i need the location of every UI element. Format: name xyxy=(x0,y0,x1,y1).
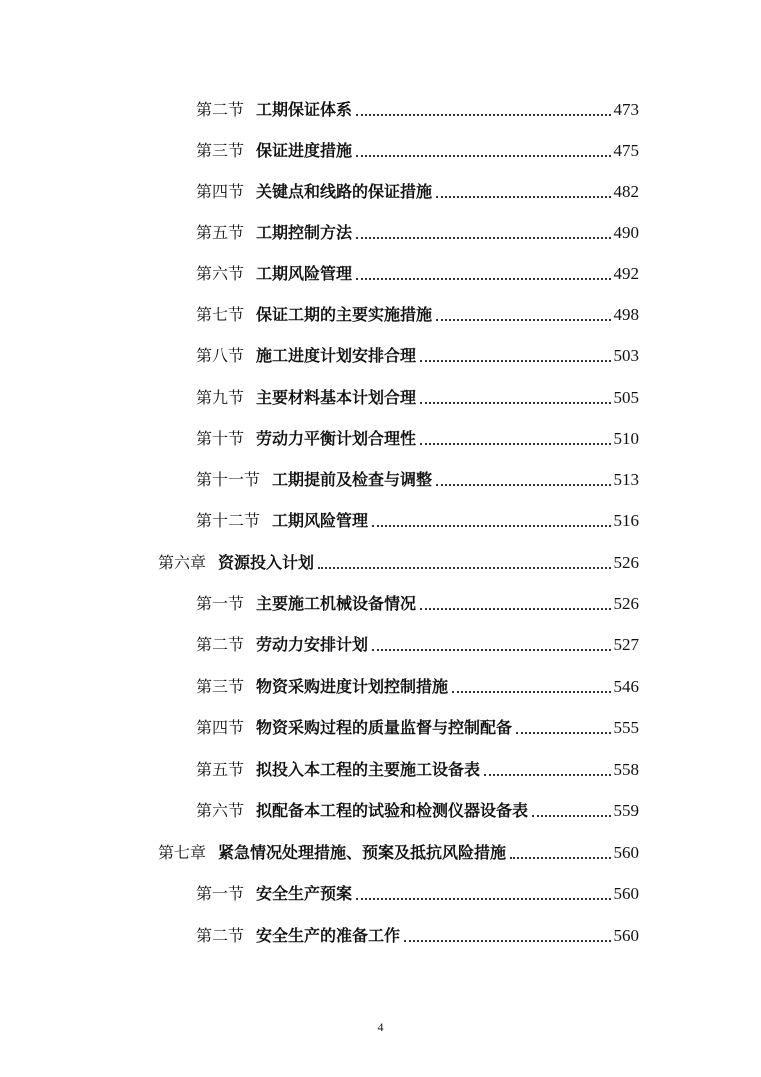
toc-entry-page: 516 xyxy=(613,511,639,530)
toc-entry-label: 第八节 xyxy=(196,346,245,365)
toc-dot-leader xyxy=(420,360,610,362)
toc-dot-leader xyxy=(510,857,610,859)
toc-dot-leader xyxy=(484,774,610,776)
toc-entry-label: 第十一节 xyxy=(196,470,261,489)
toc-dot-leader xyxy=(356,278,610,280)
toc-entry[interactable] xyxy=(196,509,639,533)
toc-entry[interactable] xyxy=(196,139,639,163)
toc-entry[interactable] xyxy=(196,180,639,204)
toc-entry-title: 工期风险管理 xyxy=(256,264,353,283)
toc-entry[interactable] xyxy=(196,675,639,699)
toc-entry-label: 第六章 xyxy=(158,553,207,572)
toc-entry-label: 第四节 xyxy=(196,718,245,737)
toc-entry-title: 工期提前及检查与调整 xyxy=(272,470,433,489)
toc-entry-label: 第七节 xyxy=(196,305,245,324)
toc-entry-label: 第二节 xyxy=(196,635,245,654)
toc-entry[interactable] xyxy=(196,633,639,657)
toc-entry-page: 490 xyxy=(613,223,639,242)
toc-chapter-entry[interactable] xyxy=(158,841,639,865)
toc-entry[interactable] xyxy=(196,592,639,616)
toc-entry-title: 紧急情况处理措施、预案及抵抗风险措施 xyxy=(218,843,507,862)
toc-chapter-entry[interactable] xyxy=(158,551,639,575)
toc-dot-leader xyxy=(436,196,610,198)
toc-dot-leader xyxy=(516,732,610,734)
toc-entry-label: 第四节 xyxy=(196,182,245,201)
toc-dot-leader xyxy=(404,940,610,942)
toc-entry-page: 510 xyxy=(613,429,639,448)
toc-entry-page: 527 xyxy=(613,635,639,654)
toc-entry-page: 558 xyxy=(613,760,639,779)
toc-dot-leader xyxy=(436,484,610,486)
toc-entry-page: 546 xyxy=(613,677,639,696)
toc-entry-label: 第五节 xyxy=(196,760,245,779)
toc-entry-page: 559 xyxy=(613,801,639,820)
toc-entry-title: 劳动力安排计划 xyxy=(256,635,369,654)
toc-entry[interactable] xyxy=(196,882,639,906)
toc-dot-leader xyxy=(420,443,610,445)
toc-entry[interactable] xyxy=(196,799,639,823)
toc-entry-page: 475 xyxy=(613,141,639,160)
toc-dot-leader xyxy=(356,114,610,116)
toc-entry-page: 492 xyxy=(613,264,639,283)
toc-entry-title: 拟配备本工程的试验和检测仪器设备表 xyxy=(256,801,529,820)
toc-entry-page: 526 xyxy=(613,594,639,613)
toc-entry-page: 503 xyxy=(613,346,639,365)
toc-entry-title: 主要材料基本计划合理 xyxy=(256,388,417,407)
toc-dot-leader xyxy=(452,691,610,693)
toc-entry-title: 工期保证体系 xyxy=(256,100,353,119)
toc-dot-leader xyxy=(420,402,610,404)
toc-dot-leader xyxy=(420,608,610,610)
toc-entry-label: 第七章 xyxy=(158,843,207,862)
toc-entry-label: 第二节 xyxy=(196,100,245,119)
toc-entry-title: 物资采购过程的质量监督与控制配备 xyxy=(256,718,513,737)
toc-entry-page: 560 xyxy=(613,926,639,945)
toc-entry-title: 施工进度计划安排合理 xyxy=(256,346,417,365)
toc-entry-page: 505 xyxy=(613,388,639,407)
toc-entry-label: 第六节 xyxy=(196,801,245,820)
toc-dot-leader xyxy=(356,898,610,900)
toc-entry[interactable] xyxy=(196,262,639,286)
toc-entry[interactable] xyxy=(196,924,639,948)
toc-dot-leader xyxy=(318,567,610,569)
toc-entry-page: 513 xyxy=(613,470,639,489)
toc-dot-leader xyxy=(372,525,610,527)
toc-entry-page: 560 xyxy=(613,884,639,903)
toc-entry-page: 555 xyxy=(613,718,639,737)
toc-entry[interactable] xyxy=(196,716,639,740)
toc-entry-label: 第一节 xyxy=(196,884,245,903)
toc-entry-page: 498 xyxy=(613,305,639,324)
toc-entry-page: 473 xyxy=(613,100,639,119)
toc-dot-leader xyxy=(356,237,610,239)
toc-dot-leader xyxy=(356,155,610,157)
toc-entry-page: 526 xyxy=(613,553,639,572)
toc-entry-label: 第一节 xyxy=(196,594,245,613)
toc-entry-title: 主要施工机械设备情况 xyxy=(256,594,417,613)
toc-entry-label: 第二节 xyxy=(196,926,245,945)
page-number: 4 xyxy=(377,1020,384,1034)
toc-entry-title: 资源投入计划 xyxy=(218,553,315,572)
toc-entry-label: 第五节 xyxy=(196,223,245,242)
toc-entry-title: 保证工期的主要实施措施 xyxy=(256,305,433,324)
toc-entry[interactable] xyxy=(196,427,639,451)
toc-entry-title: 关键点和线路的保证措施 xyxy=(256,182,433,201)
toc-entry-title: 安全生产预案 xyxy=(256,884,353,903)
toc-entry[interactable] xyxy=(196,98,639,122)
toc-entry-title: 物资采购进度计划控制措施 xyxy=(256,677,449,696)
toc-dot-leader xyxy=(372,649,610,651)
toc-entry-title: 拟投入本工程的主要施工设备表 xyxy=(256,760,481,779)
toc-entry[interactable] xyxy=(196,468,639,492)
toc-entry-title: 工期控制方法 xyxy=(256,223,353,242)
toc-dot-leader xyxy=(532,815,610,817)
toc-entry-title: 劳动力平衡计划合理性 xyxy=(256,429,417,448)
toc-entry[interactable] xyxy=(196,303,639,327)
toc-entry-label: 第三节 xyxy=(196,141,245,160)
toc-entry-label: 第三节 xyxy=(196,677,245,696)
toc-entry[interactable] xyxy=(196,758,639,782)
toc-entry-title: 安全生产的准备工作 xyxy=(256,926,401,945)
toc-entry-label: 第六节 xyxy=(196,264,245,283)
toc-entry[interactable] xyxy=(196,386,639,410)
toc-dot-leader xyxy=(436,319,610,321)
toc-entry-label: 第十二节 xyxy=(196,511,261,530)
toc-entry[interactable] xyxy=(196,344,639,368)
toc-entry-page: 560 xyxy=(613,843,639,862)
toc-entry-label: 第九节 xyxy=(196,388,245,407)
toc-entry-label: 第十节 xyxy=(196,429,245,448)
toc-entry-title: 工期风险管理 xyxy=(272,511,369,530)
toc-entry-page: 482 xyxy=(613,182,639,201)
toc-entry-title: 保证进度措施 xyxy=(256,141,353,160)
toc-entry[interactable] xyxy=(196,221,639,245)
